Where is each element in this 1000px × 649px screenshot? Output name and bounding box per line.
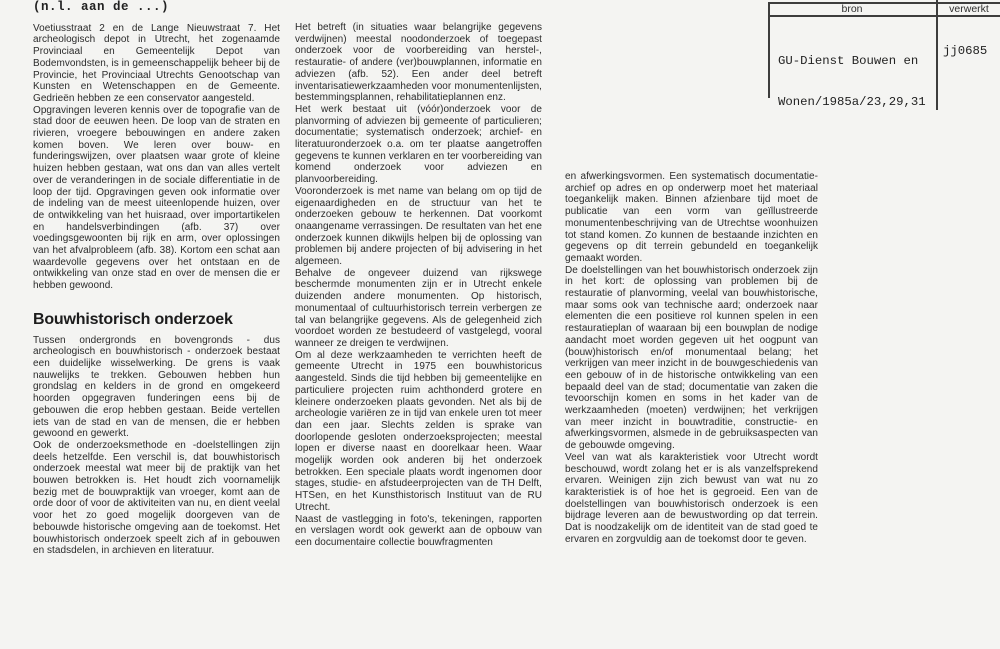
stamp-source-line1: GU-Dienst Bouwen en xyxy=(778,54,919,68)
column-left xyxy=(33,2,280,557)
paragraph: Tussen ondergronds en bovengronds - dus archeologisch en bouwhistorisch - onderzoek bestaat een duidelijke wisselwerking. De grens is vaak nauwelijks te trekken. Gebouwen hebben hun grondslag en kelders in de grond en omgekeerd hoorden opgegraven funderingen eens bij de gebouwen die erop hebben gestaan. Beide vertellen iets van de stad en van de mensen, die er hebben gewoond en gewerkt. xyxy=(33,334,280,440)
stamp-divider-rule xyxy=(936,0,938,110)
stamp-source-value xyxy=(778,28,926,136)
paragraph: Het werk bestaat uit (vóór)onderzoek voor de planvorming of adviezen bij gemeente of particulieren; documentatie; systematisch onderzoek; archief- en literatuuronderzoek o.a. om ter plaatse aangetroffen gegevens te kunnen verklaren en ter voorbereiding van komend onderzoek voor adviezen en planvoorbereiding. xyxy=(295,103,542,186)
paragraph: Om al deze werkzaamheden te verrichten heeft de gemeente Utrecht in 1975 een bouwhistoricus aangesteld. Sinds die tijd hebben bij gemeentelijke en particuliere projecten ruim achthonderd grotere en kleinere onderzoeken plaats gevonden. Net als bij de archeologie variëren ze in tijd van enkele uren tot meer dan een jaar. Slechts zelden is sprake van doorlopende gesloten onderzoeksprojecten; meestal lopen er diverse naast en doorelkaar heen. Waar mogelijk worden ook anderen bij het onderzoek betrokken. Een speciale plaats wordt ingenomen door stages, studie- en afstudeerprojecten van de TH Delft, HTSen, en het Kunsthistorisch Instituut van de RU Utrecht. xyxy=(295,349,542,513)
stamp-header-rule xyxy=(768,15,1000,17)
paragraph: Naast de vastlegging in foto's, tekeningen, rapporten en verslagen wordt ook gewerkt aan de opbouw van een documentaire collectie bouwfragmenten xyxy=(295,513,542,548)
column-middle xyxy=(295,22,542,549)
column-right xyxy=(565,171,818,546)
stamp-processed-value: jj0685 xyxy=(943,44,988,58)
paragraph: De doelstellingen van het bouwhistorisch onderzoek zijn in het kort: de oplossing van problemen bij de restauratie of planvorming, veelal van bouwhistorische, maar soms ook van technische aard; onderzoek naar elementen die een positieve rol kunnen spelen in een restauratieplan of waaraan bij een bouwplan de nodige aandacht moet worden gegeven uit het oogpunt van (bouw)historisch en/of monumentaal belang; het verkrijgen van meer inzicht in de bouwgeschiedenis van een gebouw of in de historische ontwikkeling van een bepaald deel van de stad; documentatie van zaken die tevoorschijn komen en soms in het kader van de werkzaamheden (moeten) verdwijnen; het verkrijgen van meer inzicht in bouwtraditie, constructie- en afwerkingsvormen, alsmede in de gebruiksaspecten van de gebouwde omgeving. xyxy=(565,264,818,452)
stamp-header-verwerkt: verwerkt xyxy=(949,3,989,15)
paragraph: Ook de onderzoeksmethode en -doelstellingen zijn deels hetzelfde. Een verschil is, dat bouwhistorisch onderzoek meestal wat meer bij de praktijk van het bouwen betrokken is. Het houdt zich voornamelijk bezig met de bouwpraktijk van vroeger, komt aan de orde door of voor de aktiviteiten van nu, en dient veelal voor het zo goed mogelijk doorgeven van de bebouwde historische omgeving aan de toekomst. Het bouwhistorisch onderzoek speelt zich af in gebouwen en stadsdelen, in archieven en literatuur. xyxy=(33,439,280,557)
paragraph: Het betreft (in situaties waar belangrijke gegevens verdwijnen) meestal noodonderzoek of toegepast onderzoek voor de voorbereiding van herstel-, restauratie- of andere (ver)bouwplannen, informatie en adviezen (afb. 52). Een ander deel betreft inventarisatiewerkzaamheden voor monumentenlijsten, bestemmingsplannen, rehabilitatieplannen enz. xyxy=(295,22,542,104)
paragraph: Behalve de ongeveer duizend van rijkswege beschermde monumenten zijn er in Utrecht enkele duizenden andere monumenten. Op historisch, monumentaal of cultuurhistorisch terrein verbergen ze tal van belangrijke gegevens. Als de gelegenheid zich voordoet worden ze bestudeerd of vastgelegd, vooral wanneer ze dreigen te verdwijnen. xyxy=(295,267,542,349)
paragraph: Veel van wat als karakteristiek voor Utrecht wordt beschouwd, wordt zolang het er is als vanzelfsprekend ervaren. Weinigen zijn zich bewust van wat nu zo karakteristiek is of hoe het is gegroeid. Een van de doelstellingen van bouwhistorisch onderzoek is een bijdrage leveren aan de bewustwording op dat terrein. Dat is noodzakelijk om de identiteit van de stad goed te ervaren en zorgvuldig aan de toekomst door te geven. xyxy=(565,451,818,545)
typewritten-note: (n.l. aan de ...) xyxy=(33,0,170,14)
archive-stamp-table xyxy=(768,0,1000,114)
paragraph: Opgravingen leveren kennis over de topografie van de stad door de eeuwen heen. De loop van de straten en rivieren, vroegere bebouwingen en andere zaken komen boven. We leren over bouw- en funderingswijzen, over plaatsen waar grote of kleine huizen hebben gestaan, wat ons dan van alles vertelt over de veranderingen in de sociale differentiatie in de loop der tijd. Opgravingen geven ook informatie over de indeling van de meest uiteenlopende huizen, over de ontwikkeling van het huisraad, over importartikelen en handelsverbindingen (afb. 37) over voedingsgewoonten bij rijk en arm, over oplossingen van het afvalprobleem (afb. 38). Kortom een schat aan waardevolle gegevens over het ontstaan en de ontwikkeling van onze stad en over de mensen die er hebben gewoond. xyxy=(33,104,280,292)
section-heading: Bouwhistorisch onderzoek xyxy=(33,310,233,328)
stamp-source-line2: Wonen/1985a/23,29,31 xyxy=(778,94,926,109)
paragraph: Vooronderzoek is met name van belang om op tijd de eigenaardigheden en de structuur van het te onderzoeken gebouw te herkennen. Dat voorkomt onaangename verrassingen. De resultaten van het ene onderzoek kunnen dikwijls helpen bij de oplossing van problemen bij andere projecten of bij advisering in het algemeen. xyxy=(295,185,542,268)
stamp-header-bron: bron xyxy=(841,3,863,15)
paragraph: en afwerkingsvormen. Een systematisch documentatie-archief op adres en op onderwerp moet het materiaal toegankelijk maken. Binnen afzienbare tijd moet de publicatie van een vorm van geïllustreerde monumentenbeschrijving van de Utrechtse woonhuizen tot stand komen. Zo kunnen de bestaande inzichten en gegevens op dit terrein gebundeld en toegankelijk gemaakt worden. xyxy=(565,171,818,264)
stamp-left-rule xyxy=(768,2,770,98)
paragraph: Voetiusstraat 2 en de Lange Nieuwstraat 7. Het archeologisch depot in Utrecht, het zogenaamde Provinciaal en Gemeentelijk Depot van Bodemvondsten, is in gemeenschappelijk beheer bij de Provincie, het Provinciaal Utrechts Genootschap van Kunsten en Wetenschappen en de Gemeente. Gedrieën hebben ze een conservator aangesteld. xyxy=(33,22,280,104)
